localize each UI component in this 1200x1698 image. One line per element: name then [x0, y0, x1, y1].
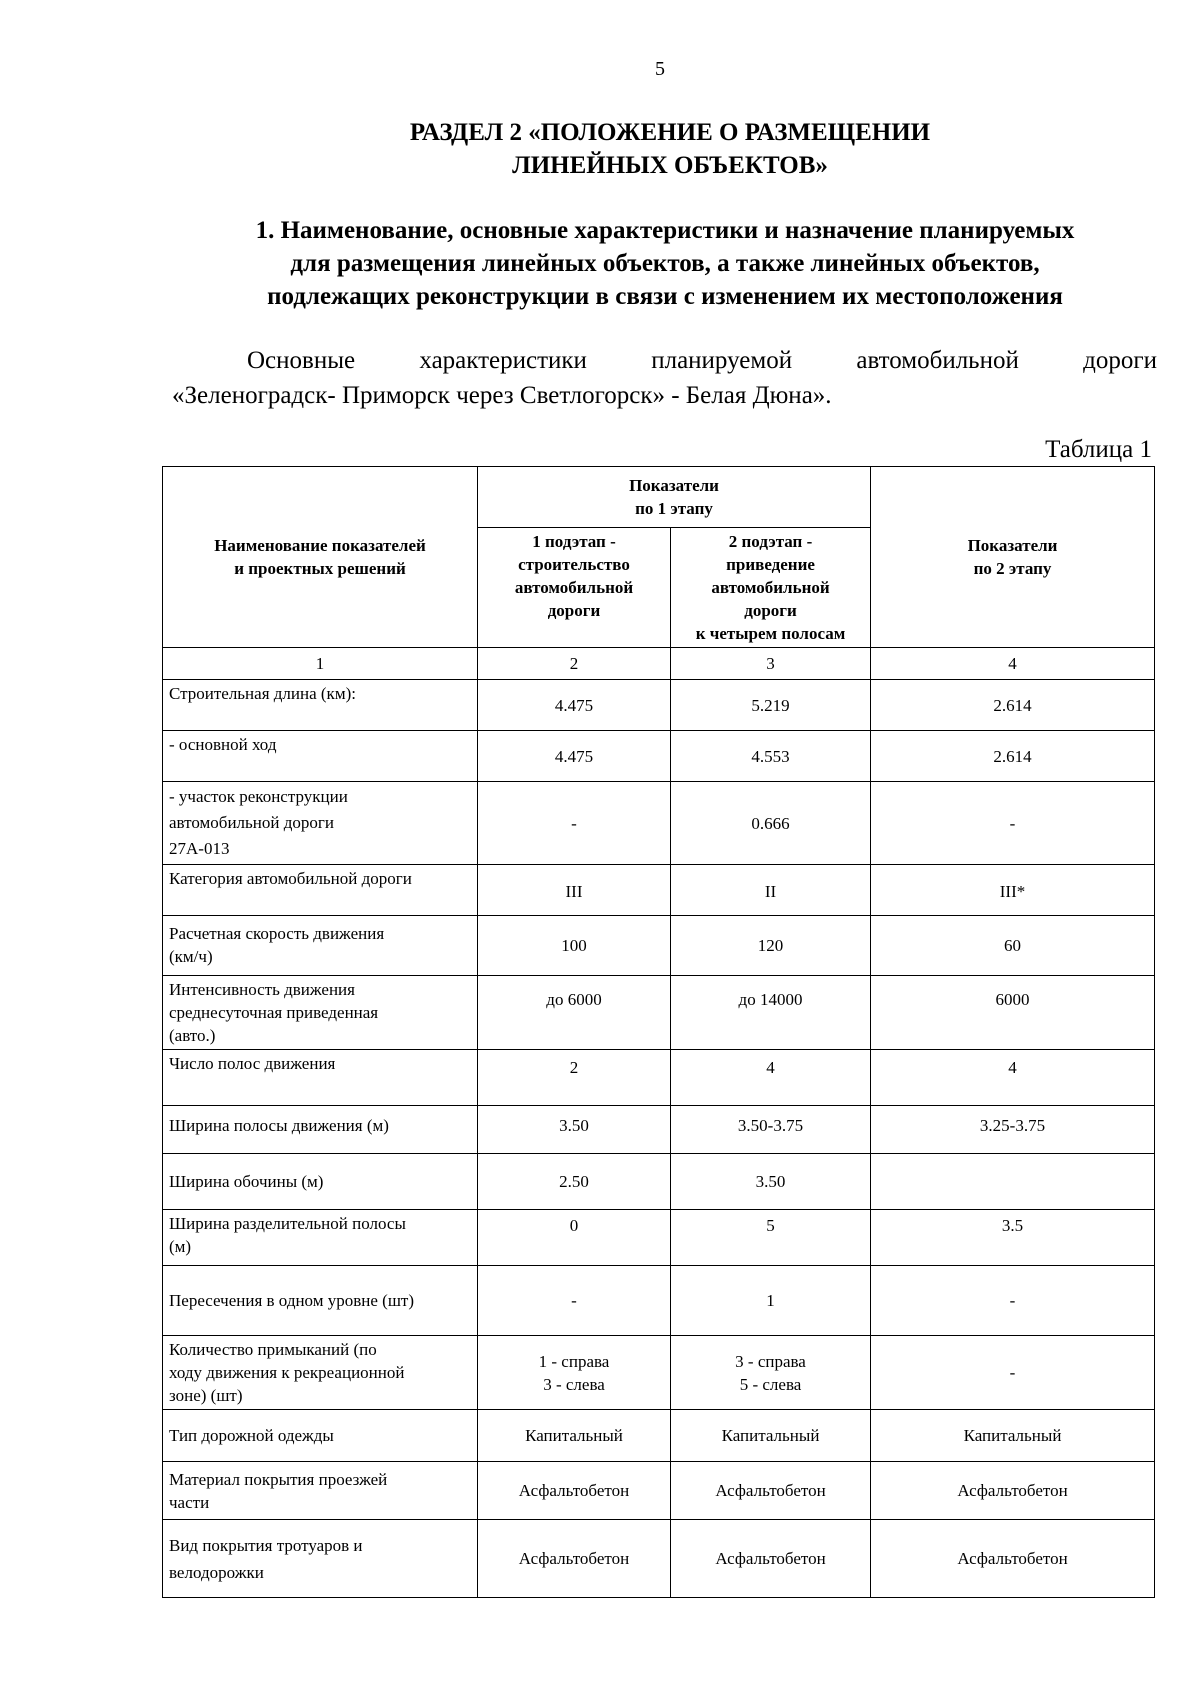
row-name: Число полос движения: [163, 1050, 478, 1106]
cell-substage2: Асфальтобетон: [671, 1520, 871, 1598]
cell-stage2: 4: [871, 1050, 1155, 1106]
row-name: Материал покрытия проезжей части: [163, 1462, 478, 1520]
cell-stage2: 3.5: [871, 1210, 1155, 1266]
header-stage1: [478, 467, 871, 528]
cell-stage2: -: [871, 1266, 1155, 1336]
header-line: дороги: [547, 601, 601, 620]
cell-stage2: Асфальтобетон: [871, 1520, 1155, 1598]
header-line: Показатели: [967, 536, 1058, 555]
cell-stage2: [871, 1154, 1155, 1210]
cell-substage2: 5.219: [671, 680, 871, 731]
cell-stage2: Капитальный: [871, 1410, 1155, 1462]
row-name: Вид покрытия тротуаров и велодорожки: [163, 1520, 478, 1598]
header-line: 2 подэтап -: [728, 532, 813, 551]
header-line: и проектных решений: [234, 559, 406, 578]
table-row: [163, 1520, 1155, 1598]
subsection-title-line: подлежащих реконструкции в связи с изменением их местоположения: [267, 283, 1063, 310]
header-name: [163, 467, 478, 648]
column-number: 2: [478, 648, 671, 680]
row-name: Пересечения в одном уровне (шт): [163, 1266, 478, 1336]
section-title: [0, 116, 1200, 182]
cell-stage2: 6000: [871, 976, 1155, 1050]
column-number: 3: [671, 648, 871, 680]
table-row: [163, 731, 1155, 782]
cell-substage2: 5: [671, 1210, 871, 1266]
header-line: Показатели: [629, 476, 719, 495]
table-row: [163, 1154, 1155, 1210]
cell-substage2: 120: [671, 916, 871, 976]
cell-substage1: 4.475: [478, 731, 671, 782]
parameters-table: [162, 466, 1155, 1598]
cell-substage2: Асфальтобетон: [671, 1462, 871, 1520]
cell-stage2: Асфальтобетон: [871, 1462, 1155, 1520]
intro-line: Основные характеристики планируемой автомобильной дороги: [247, 347, 1157, 374]
cell-substage1: 4.475: [478, 680, 671, 731]
cell-substage1: 100: [478, 916, 671, 976]
table-row: [163, 1336, 1155, 1410]
section-title-line: РАЗДЕЛ 2 «ПОЛОЖЕНИЕ О РАЗМЕЩЕНИИ: [409, 119, 931, 146]
cell-stage2: 60: [871, 916, 1155, 976]
cell-substage1: Асфальтобетон: [478, 1520, 671, 1598]
cell-substage2: 0.666: [671, 782, 871, 865]
section-title-line: ЛИНЕЙНЫХ ОБЪЕКТОВ»: [512, 152, 828, 179]
row-name: Количество примыканий (по ходу движения к рекреационной зоне) (шт): [163, 1336, 478, 1410]
subsection-title-line: 1. Наименование, основные характеристики и назначение планируемых: [255, 217, 1075, 244]
cell-substage1: 3.50: [478, 1106, 671, 1154]
header-line: дороги: [744, 601, 797, 620]
header-line: Наименование показателей: [214, 536, 426, 555]
header-line: по 2 этапу: [973, 559, 1052, 578]
cell-substage1: 0: [478, 1210, 671, 1266]
cell-substage1: Асфальтобетон: [478, 1462, 671, 1520]
table-row: [163, 1410, 1155, 1462]
row-name: Тип дорожной одежды: [163, 1410, 478, 1462]
cell-substage1: до 6000: [478, 976, 671, 1050]
cell-stage2: 3.25-3.75: [871, 1106, 1155, 1154]
column-number-row: [163, 648, 1155, 680]
cell-substage2: 3 - справа 5 - слева: [671, 1336, 871, 1410]
cell-substage2: 4.553: [671, 731, 871, 782]
cell-substage1: -: [478, 782, 671, 865]
header-line: приведение: [726, 555, 815, 574]
cell-stage2: III*: [871, 865, 1155, 916]
column-number: 1: [163, 648, 478, 680]
column-number: 4: [871, 648, 1155, 680]
header-stage2: [871, 467, 1155, 648]
cell-substage2: 1: [671, 1266, 871, 1336]
header-line: 1 подэтап -: [532, 532, 616, 551]
cell-substage2: 3.50: [671, 1154, 871, 1210]
table-row: [163, 1106, 1155, 1154]
row-name: - основной ход: [163, 731, 478, 782]
table-row: [163, 976, 1155, 1050]
cell-substage1: Капитальный: [478, 1410, 671, 1462]
intro-line: «Зеленоградск- Приморск через Светлогорск» - Белая Дюна».: [172, 382, 832, 409]
row-name: Строительная длина (км):: [163, 680, 478, 731]
table-row: [163, 865, 1155, 916]
table-row: [163, 1462, 1155, 1520]
cell-substage1: -: [478, 1266, 671, 1336]
header-line: автомобильной: [514, 578, 634, 597]
header-line: к четырем полосам: [695, 624, 846, 643]
cell-stage2: 2.614: [871, 731, 1155, 782]
table-row: [163, 782, 1155, 865]
subsection-title: [170, 214, 1160, 313]
cell-substage1: 2.50: [478, 1154, 671, 1210]
cell-stage2: 2.614: [871, 680, 1155, 731]
row-name: Ширина полосы движения (м): [163, 1106, 478, 1154]
cell-stage2: -: [871, 782, 1155, 865]
table-row: [163, 680, 1155, 731]
row-name: - участок реконструкции автомобильной дороги 27А-013: [163, 782, 478, 865]
row-name: Интенсивность движения среднесуточная приведенная (авто.): [163, 976, 478, 1050]
table-caption: Таблица 1: [1045, 436, 1152, 463]
table-row: [163, 1050, 1155, 1106]
table-row: [163, 1266, 1155, 1336]
intro-paragraph: [172, 343, 1157, 413]
header-substage2: [671, 528, 871, 648]
row-name: Категория автомобильной дороги: [163, 865, 478, 916]
cell-substage1: 1 - справа 3 - слева: [478, 1336, 671, 1410]
cell-stage2: -: [871, 1336, 1155, 1410]
cell-substage2: Капитальный: [671, 1410, 871, 1462]
row-name: Ширина разделительной полосы (м): [163, 1210, 478, 1266]
header-line: автомобильной: [711, 578, 830, 597]
page-number: 5: [655, 58, 665, 80]
cell-substage1: III: [478, 865, 671, 916]
cell-substage2: II: [671, 865, 871, 916]
cell-substage2: до 14000: [671, 976, 871, 1050]
row-name: Ширина обочины (м): [163, 1154, 478, 1210]
cell-substage2: 3.50-3.75: [671, 1106, 871, 1154]
header-line: по 1 этапу: [635, 499, 713, 518]
cell-substage1: 2: [478, 1050, 671, 1106]
cell-substage2: 4: [671, 1050, 871, 1106]
header-line: строительство: [518, 555, 630, 574]
header-substage1: [478, 528, 671, 648]
subsection-title-line: для размещения линейных объектов, а также линейных объектов,: [290, 250, 1040, 277]
table-row: [163, 1210, 1155, 1266]
table-row: [163, 916, 1155, 976]
row-name: Расчетная скорость движения (км/ч): [163, 916, 478, 976]
